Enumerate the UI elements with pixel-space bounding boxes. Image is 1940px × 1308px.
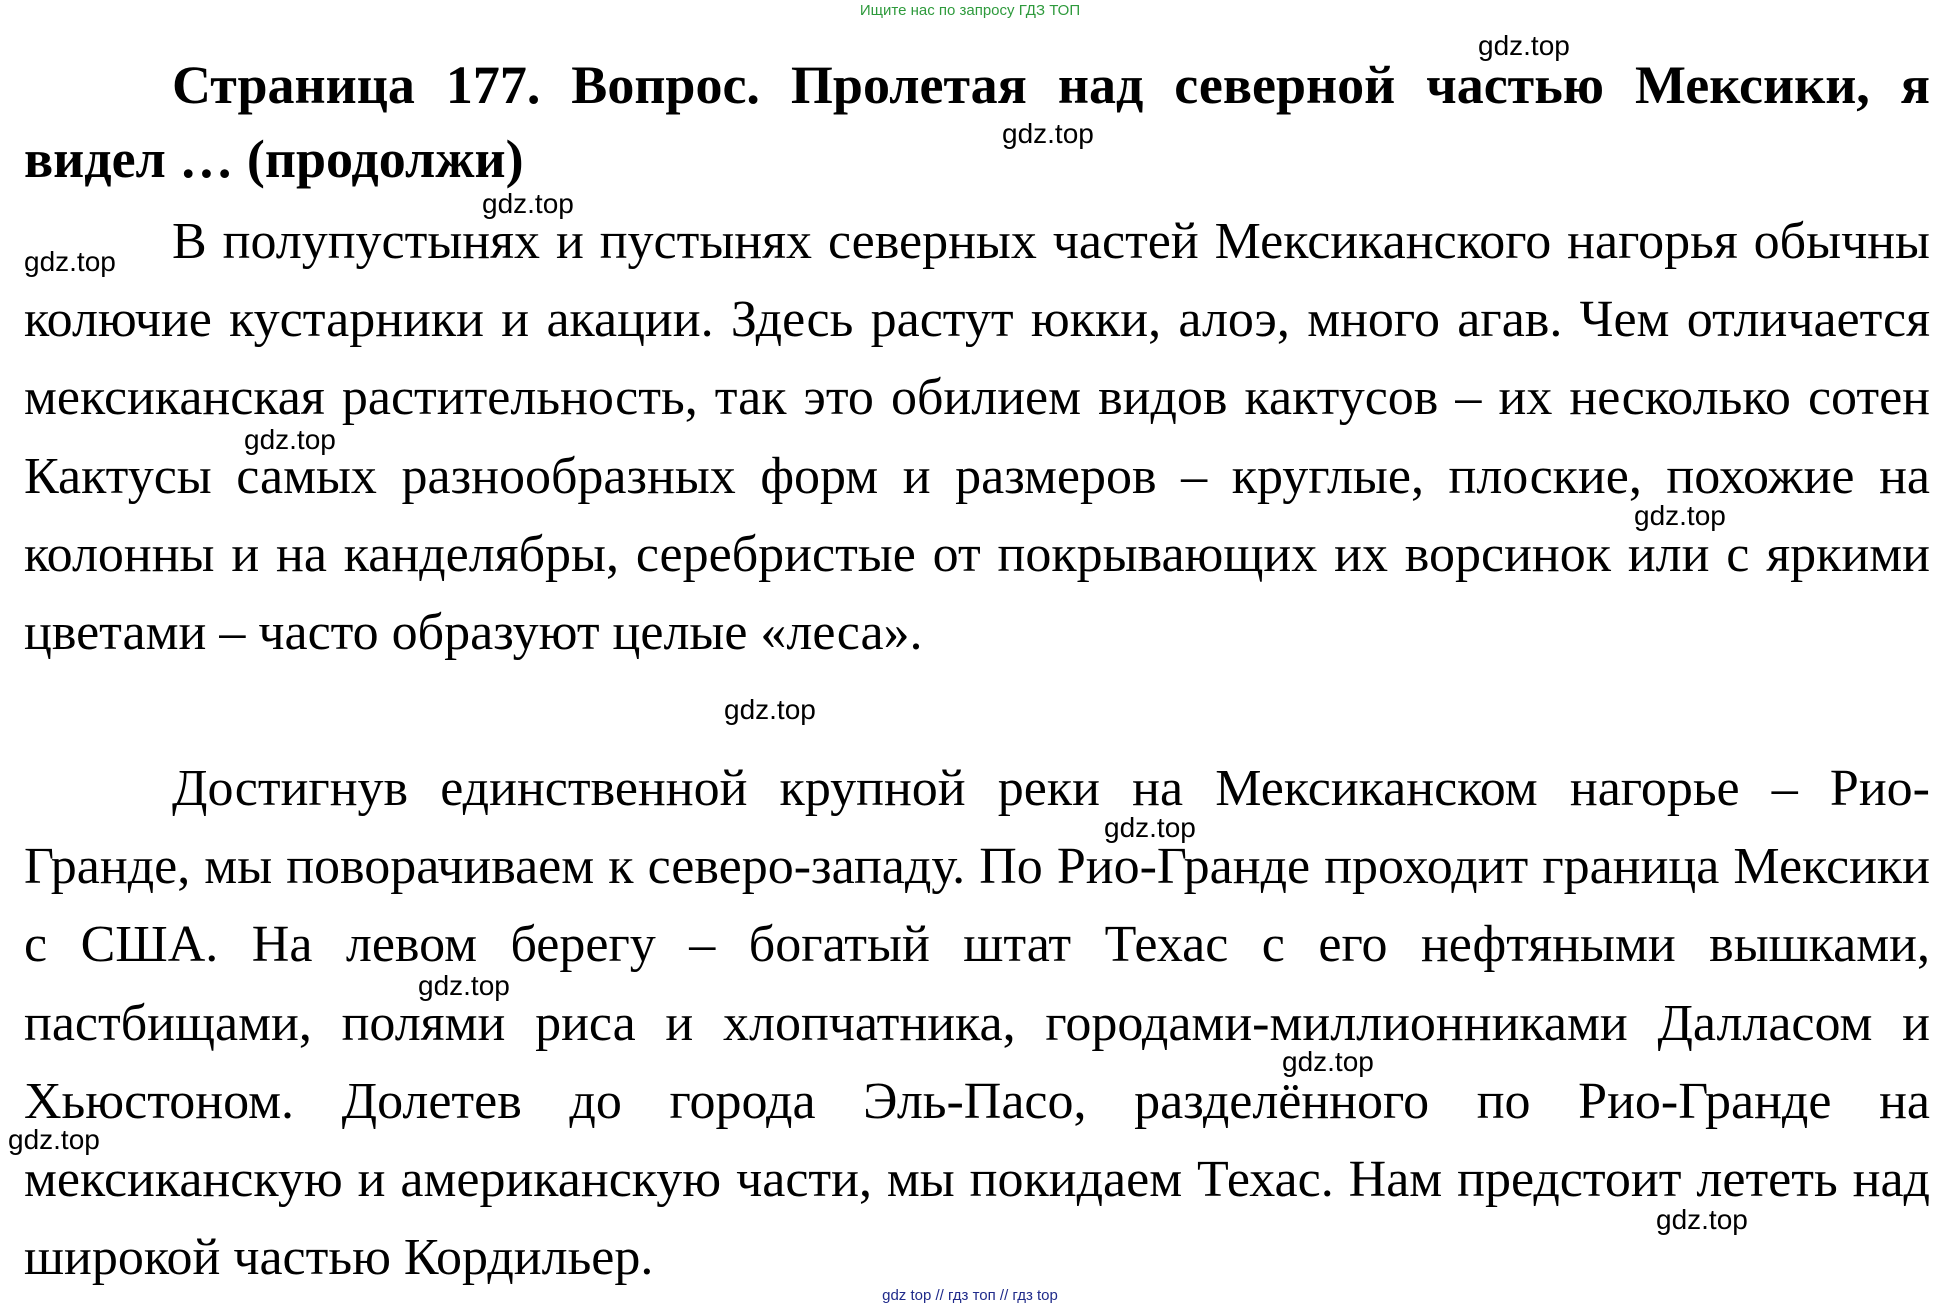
watermark: gdz.top: [1104, 812, 1196, 843]
watermark: gdz.top: [1634, 500, 1726, 531]
watermark: gdz.top: [418, 970, 510, 1001]
watermark: gdz.top: [24, 246, 116, 277]
top-banner: Ищите нас по запросу ГДЗ ТОП: [859, 2, 1081, 19]
watermark: gdz.top: [482, 188, 574, 219]
paragraph-1: В полупустынях и пустынях северных частей Мексиканского нагорья обычны колючие кустарники и акации. Здесь растут юкки, алоэ, много агав. Чем отличается мексиканская растительность, так это обилием видов кактусов – их несколько сотен Кактусы самых разнообразных форм и размеров – круглые, плоские, похожие на колонны и на канделябры, серебристые от покрывающих их ворсинок или с яркими цветами – часто образуют целые «леса».: [24, 213, 1930, 662]
watermark: gdz.top: [1656, 1204, 1748, 1235]
paragraph-2: Достигнув единственной крупной реки на Мексиканском нагорье – Рио-Гранде, мы поворачиваем к северо-западу. По Рио-Гранде проходит граница Мексики с США. На левом берегу – богатый штат Техас с его нефтяными вышками, пастбищами, полями риса и хлопчатника, городами-миллионниками Далласом и Хьюстоном. Долетев до города Эль-Пасо, разделённого по Рио-Гранде на мексиканскую и американскую части, мы покидаем Техас. Нам предстоит лететь над широкой частью Кордильер.: [24, 760, 1930, 1287]
watermark: gdz.top: [244, 424, 336, 455]
watermark: gdz.top: [1002, 118, 1094, 149]
footer-watermark: gdz top // гдз топ // гдз top: [882, 1287, 1058, 1304]
page-heading: Страница 177. Вопрос. Пролетая над северной частью Мексики, я видел … (продолжи): [24, 55, 1930, 189]
watermark: gdz.top: [1282, 1046, 1374, 1077]
watermark: gdz.top: [8, 1124, 100, 1155]
watermark: gdz.top: [1478, 30, 1570, 61]
watermark: gdz.top: [724, 694, 816, 725]
